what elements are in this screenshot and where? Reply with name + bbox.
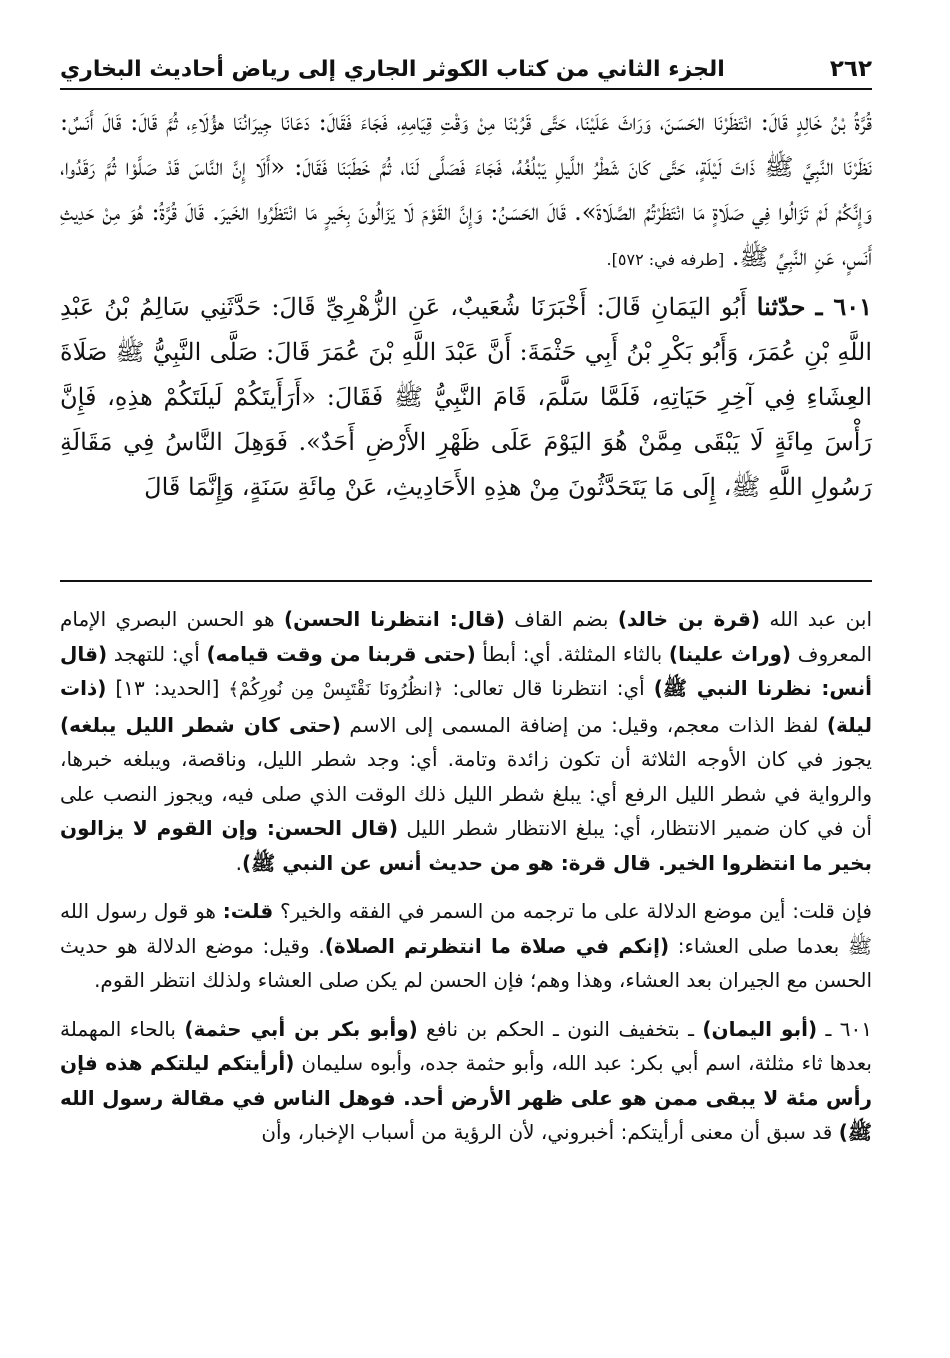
- matn-quote: (أرأيتكم ليلتكم هذه فإن رأس مئة لا يبقى ممن هو على ظهر الأرض أحد. فوهل الناس في مقالة رسول الله ﷺ): [60, 1051, 872, 1144]
- hadith-paragraph: [60, 100, 872, 282]
- commentary-text: قد سبق أن معنى أرأيتكم: أخبروني، لأن الرؤية من أسباب الإخبار، وأن: [261, 1120, 839, 1144]
- matn-quote: (إنكم في صلاة ما انتظرتم الصلاة): [324, 933, 670, 958]
- commentary-text: بالثاء المثلثة. أي: أبطأ: [475, 641, 669, 666]
- commentary-text: ٦٠١ ـ: [817, 1016, 872, 1041]
- matn-quote: (قال: انتظرنا الحسن): [283, 607, 505, 631]
- commentary-text: ـ بتخفيف النون ـ الحكم بن نافع: [417, 1016, 703, 1041]
- commentary-text: هو الحسن البصري الإمام المعروف: [60, 607, 873, 666]
- hadith-body: أَبُو اليَمَانِ قَالَ: أَخْبَرَنَا شُعَيبٌ، عَنِ الزُّهْرِيِّ قَالَ: حَدَّثَنِي سَالِمُ بْنُ عَبْدِ اللَّهِ بْنِ عُمَرَ، وَأَبُو بَكْرِ بْنُ أَبِي حَثْمَةَ: أَنَّ عَبْدَ اللَّهِ بْنَ عُمَرَ قَالَ: صَلَّى النَّبِيُّ ﷺ صَلَاةَ العِشَاءِ فِي آخِرِ حَيَاتِهِ، فَلَمَّا سَلَّمَ، قَامَ النَّبِيُّ ﷺ فَقَالَ: «أَرَأَيتَكُمْ لَيلَتَكُمْ هذِهِ، فَإِنَّ رَأْسَ مِائَةٍ لَا يَبْقَى مِمَّنْ هُوَ اليَوْمَ عَلَى ظَهْرِ الأَرْضِ أَحَدٌ». فَوَهِلَ النَّاسُ فِي مَقَالَةِ رَسُولِ اللَّهِ ﷺ، إِلَى مَا يَتَحَدَّثُونَ مِنْ هذِهِ الأَحَادِيثِ، عَنْ مِائَةِ سَنَةٍ، وَإِنَّمَا قَالَ: [60, 293, 872, 501]
- commentary-text: لفظ الذات معجم، وقيل: من إضافة المسمى إلى الاسم: [340, 712, 827, 737]
- commentary: [60, 602, 872, 1150]
- matn-quote: (حتى قربنا من وقت قيامه): [206, 641, 476, 666]
- commentary-text: يجوز في كان الأوجه الثلاثة أن تكون زائدة وتامة. أي: وجد شطر الليل، وناقصة، ويبلغه خبرها، والرواية في شطر الليل الرفع أي: يبلغ شطر الليل ذلك الوقت الذي صلى فيه، ويجوز النصب على أن في كان ضمير الانتظار، أي: يبلغ الانتظار شطر الليل: [60, 747, 872, 840]
- matn-quote: (ذات ليلة): [60, 676, 872, 737]
- book-title: الجزء الثاني من كتاب الكوثر الجاري إلى رياض أحاديث البخاري: [60, 57, 725, 82]
- commentary-text: ابن عبد الله: [760, 607, 873, 631]
- commentary-paragraph: [60, 1012, 872, 1150]
- hadith-paragraph: [60, 284, 872, 510]
- commentary-text: أي: انتظرنا قال تعالى:: [443, 676, 654, 700]
- matn-quote: (وأبو بكر بن أبي حثمة): [184, 1016, 418, 1041]
- commentary-paragraph: [60, 894, 872, 998]
- footnote-separator: [60, 580, 872, 582]
- hadith-text: [60, 100, 872, 510]
- commentary-text: بالحاء المهملة بعدها ثاء مثلثة، اسم أبي بكر: عبد الله، وأبو حثمة جده، وأبوه سليمان: [60, 1016, 872, 1075]
- commentary-text: .: [235, 850, 243, 875]
- commentary-text: فإن قلت: أين موضع الدلالة على ما ترجمه من السمر في الفقه والخير؟: [273, 899, 872, 923]
- hadith-intro: حدّثنا: [756, 292, 806, 321]
- commentary-text: هو قول رسول الله ﷺ بعدما صلى العشاء:: [60, 899, 873, 958]
- commentary-text: أي: للتهجد: [107, 641, 207, 666]
- matn-quote: (قال الحسن: وإن القوم لا يزالون بخير ما انتظروا الخير. قال قرة: هو من حديث أنس عن النبي ﷺ): [60, 816, 872, 875]
- matn-quote: (وراث علينا): [668, 641, 792, 666]
- matn-quote: (قرة بن خالد): [617, 607, 760, 631]
- commentary-text: . وقيل: موضع الدلالة هو حديث الحسن مع الجيران بعد العشاء، وهذا وهم؛ فإن الحسن لم يكن صلى العشاء ولذلك انتظر القوم.: [60, 933, 872, 992]
- hadith-body: قُرَّةُ بْنُ خَالِدٍ قَالَ: انْتَظَرْنَا الحَسَنَ، وَرَاثَ عَلَيْنَا، حَتَّى قَرُبْنَا مِنْ وَقْتِ قِيَامِهِ، فَجَاءَ فَقَالَ: دَعَانَا جِيرَانُنَا هؤُلَاءِ، ثُمَّ قَالَ: قَالَ أَنَسٌ: نَظَرْنَا النَّبِيَّ ﷺ ذَاتَ لَيْلَةٍ، حَتَّى كَانَ شَطْرُ اللَّيلِ يَبْلُغُهُ، فَجَاءَ فَصَلَّى لَنَا، ثُمَّ خَطَبَنَا فَقَالَ: «أَلَا إِنَّ النَّاسَ قَدْ صَلَّوْا ثُمَّ رَقَدُوا، وَإِنَّكُمْ لَمْ تَزَالُوا فِي صَلَاةٍ مَا انْتَظَرْتُمُ الصَّلَاةَ». قَالَ الحَسَنُ: وَإِنَّ القَوْمَ لَا يَزَالُونَ بِخَيرٍ مَا انْتَظَرُوا الخَيرَ. قَالَ قُرَّةُ: هُوَ مِنْ حَدِيثِ أَنَسٍ، عَنِ النَّبِيِّ ﷺ.: [60, 108, 872, 271]
- matn-quote: (حتى كان شطر الليل يبلغه): [60, 712, 341, 737]
- commentary-text: [الحديد: ١٣]: [106, 676, 229, 700]
- hadith-number: ٦٠١ ـ: [815, 292, 872, 321]
- page-header: [60, 40, 872, 90]
- matn-quote: قلت:: [222, 899, 274, 923]
- quran-quote: ﴿انظُرُونَا نَقْتَبِسْ مِن نُورِكُمْ﴾: [228, 679, 444, 700]
- page-number: ٢٦٢: [829, 56, 872, 82]
- commentary-text: بضم القاف: [504, 607, 618, 631]
- cross-reference: [طرفه في: ٥٧٢].: [606, 250, 725, 269]
- commentary-paragraph: [60, 602, 872, 880]
- matn-quote: (قال أنس: نظرنا النبي ﷺ): [60, 641, 872, 700]
- matn-quote: (أبو اليمان): [702, 1016, 818, 1041]
